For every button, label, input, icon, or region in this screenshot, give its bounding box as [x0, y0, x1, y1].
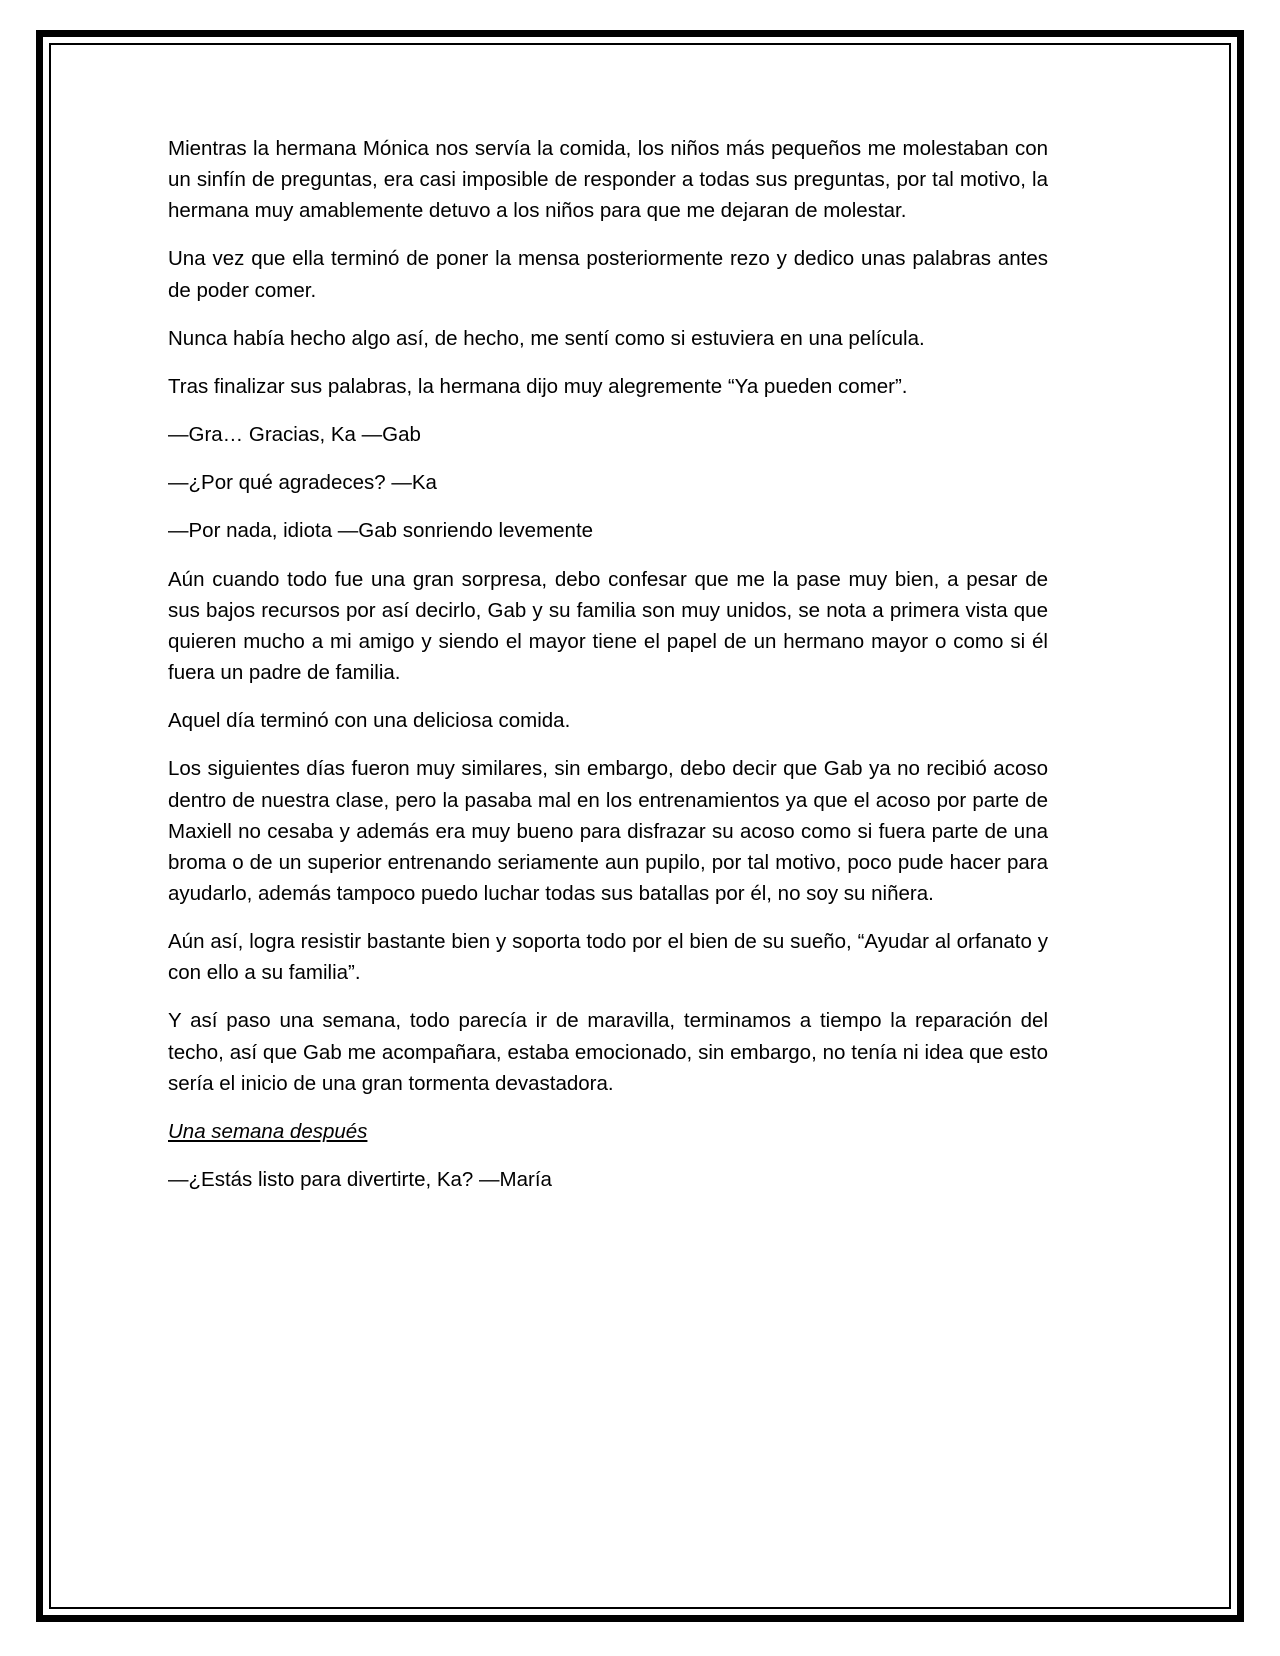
paragraph: Aún así, logra resistir bastante bien y soporta todo por el bien de su sueño, “Ayudar al orfanato y con ello a su familia”. [168, 930, 1048, 985]
paragraph: Mientras la hermana Mónica nos servía la comida, los niños más pequeños me molestaban con un sinfín de preguntas, era casi imposible de responder a todas sus preguntas, por tal motivo, la hermana muy amablemente detuvo a los niños para que me dejaran de molestar. [168, 137, 1048, 223]
paragraph: Los siguientes días fueron muy similares, sin embargo, debo decir que Gab ya no recibió acoso dentro de nuestra clase, pero la pasaba mal en los entrenamientos ya que el acoso por parte de Maxiell no cesaba y además era muy bueno para disfrazar su acoso como si fuera parte de una broma o de un superior entrenando seriamente aun pupilo, por tal motivo, poco pude hacer para ayudarlo, además tampoco puedo luchar todas sus batallas por él, no soy su niñera. [168, 757, 1048, 905]
paragraph: Tras finalizar sus palabras, la hermana dijo muy alegremente “Ya pueden comer”. [168, 374, 908, 398]
dialogue-line: —¿Estás listo para divertirte, Ka? —María [168, 1168, 552, 1192]
paragraph: Una vez que ella terminó de poner la mensa posteriormente rezo y dedico unas palabras antes de poder comer. [168, 247, 1048, 302]
section-subheading: Una semana después [168, 1119, 368, 1143]
paragraph: Aquel día terminó con una deliciosa comida. [168, 709, 571, 733]
dialogue-line: —Gra… Gracias, Ka —Gab [168, 423, 421, 447]
paragraph: Aún cuando todo fue una gran sorpresa, debo confesar que me la pase muy bien, a pesar de sus bajos recursos por así decirlo, Gab y su familia son muy unidos, se nota a primera vista que quieren mucho a mi amigo y siendo el mayor tiene el papel de un hermano mayor o como si él fuera un padre de familia. [168, 567, 1048, 685]
paragraph: Y así paso una semana, todo parecía ir de maravilla, terminamos a tiempo la reparación del techo, así que Gab me acompañara, estaba emocionado, sin embargo, no tenía ni idea que esto sería el inicio de una gran tormenta devastadora. [168, 1009, 1048, 1095]
paragraph: Nunca había hecho algo así, de hecho, me sentí como si estuviera en una película. [168, 326, 925, 350]
document-body [168, 133, 1048, 1212]
dialogue-line: —Por nada, idiota —Gab sonriendo levemente [168, 519, 594, 543]
dialogue-line: —¿Por qué agradeces? —Ka [168, 471, 437, 495]
